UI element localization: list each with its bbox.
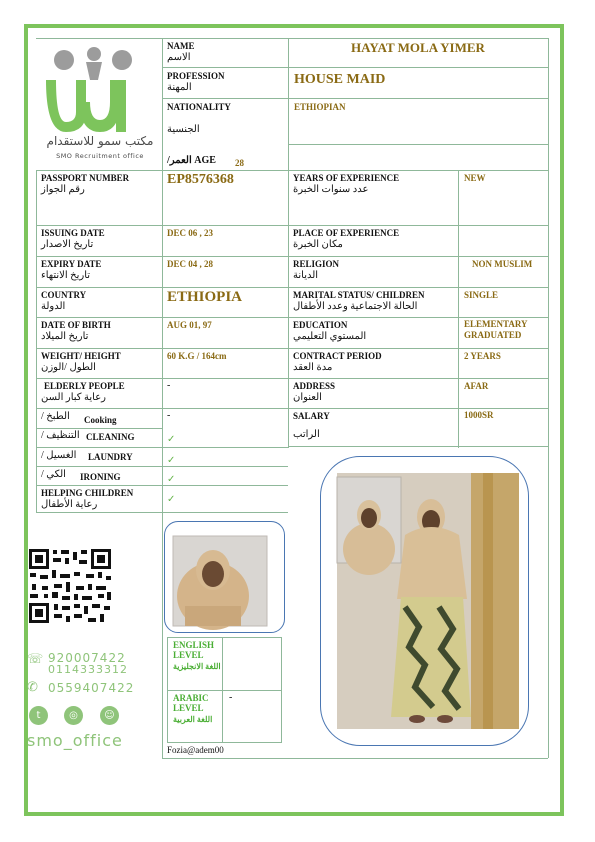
ironing-label-ar: الكي / — [41, 469, 66, 480]
experience-label: YEARS OF EXPERIENCE — [293, 173, 400, 183]
cleaning-check-icon: ✓ — [167, 434, 176, 445]
nationality-value: ETHIOPIAN — [294, 102, 346, 112]
agency-name-ar: مكتب سمو للاستقدام — [46, 134, 154, 148]
expiry-value: DEC 04 , 28 — [167, 259, 214, 269]
country-label-ar: الدولة — [41, 301, 66, 312]
phone-number: 920007422 — [48, 651, 126, 665]
cleaning-label: CLEANING — [86, 432, 135, 442]
arabic-level-value: - — [229, 692, 233, 703]
credit-text: Fozia@adem00 — [167, 745, 224, 755]
laundry-label: LAUNDRY — [88, 452, 133, 462]
address-label: ADDRESS — [293, 381, 336, 391]
profession-label-ar: المهنة — [167, 82, 192, 93]
logo-mark-icon — [36, 40, 162, 140]
profession-label: PROFESSION — [167, 71, 225, 81]
experience-label-ar: عدد سنوات الخبرة — [293, 184, 369, 195]
expiry-label: EXPIRY DATE — [41, 259, 102, 269]
weight-label-ar: الطول /الوزن — [41, 362, 96, 373]
dob-value: AUG 01, 97 — [167, 320, 212, 330]
contract-value: 2 YEARS — [464, 351, 501, 361]
ironing-check-icon: ✓ — [167, 474, 176, 485]
weight-value: 60 K.G / 164cm — [167, 351, 227, 361]
experience-value: NEW — [464, 173, 486, 183]
elderly-value: - — [167, 380, 171, 391]
cooking-value: - — [167, 410, 171, 421]
dob-label: DATE OF BIRTH — [41, 320, 111, 330]
full-body-photo-frame — [320, 456, 529, 746]
address-label-ar: العنوان — [293, 392, 322, 403]
elderly-label-ar: رعاية كبار السن — [41, 392, 106, 403]
portrait-photo-frame — [164, 521, 285, 633]
name-label: NAME — [167, 41, 195, 51]
weight-label: WEIGHT/ HEIGHT — [41, 351, 121, 361]
passport-value: EP8576368 — [167, 172, 234, 187]
marital-label-ar: الحالة الاجتماعية وعدد الأطفال — [293, 301, 418, 312]
cleaning-label-ar: التنظيف / — [41, 430, 80, 441]
agency-logo — [36, 40, 162, 170]
ironing-label: IRONING — [80, 472, 121, 482]
twitter-icon[interactable]: t — [29, 706, 48, 725]
portrait-photo — [165, 522, 285, 633]
contract-label-ar: مدة العقد — [293, 362, 333, 373]
education-label: EDUCATION — [293, 320, 348, 330]
salary-value: 1000SR — [464, 410, 494, 420]
whatsapp-icon: ✆ — [27, 680, 38, 695]
phone-icon: ☏ — [27, 652, 44, 667]
profession-value: HOUSE MAID — [294, 72, 386, 87]
children-label: HELPING CHILDREN — [41, 488, 134, 498]
full-body-photo — [321, 457, 529, 746]
laundry-check-icon: ✓ — [167, 455, 176, 466]
children-label-ar: رعاية الأطفال — [41, 499, 98, 510]
nationality-label-ar: الجنسية — [167, 124, 200, 135]
arabic-level-label: ARABIC LEVEL — [173, 693, 209, 713]
place-exp-label-ar: مكان الخبرة — [293, 239, 343, 250]
contract-label: CONTRACT PERIOD — [293, 351, 382, 361]
english-level-label-ar: اللغة الانجليزية — [173, 662, 221, 671]
education-label-ar: المستوي التعليمي — [293, 331, 367, 342]
education-value: ELEMENTARY GRADUATED — [464, 319, 528, 340]
phone-number: 0114333312 — [48, 663, 128, 676]
english-level-label: ENGLISH LEVEL — [173, 640, 215, 660]
country-value: ETHIOPIA — [167, 289, 243, 305]
candidate-name: HAYAT MOLA YIMER — [351, 40, 485, 55]
passport-label-ar: رقم الجواز — [41, 184, 85, 195]
qr-code — [28, 548, 112, 624]
place-exp-label: PLACE OF EXPERIENCE — [293, 228, 400, 238]
issuing-value: DEC 06 , 23 — [167, 228, 214, 238]
passport-label: PASSPORT NUMBER — [41, 173, 130, 183]
instagram-icon[interactable]: ◎ — [64, 706, 83, 725]
religion-value: NON MUSLIM — [472, 259, 533, 269]
religion-label-ar: الديانة — [293, 270, 319, 281]
laundry-label-ar: الغسيل / — [41, 450, 77, 461]
country-label: COUNTRY — [41, 290, 87, 300]
address-value: AFAR — [464, 381, 489, 391]
issuing-label-ar: تاريخ الاصدار — [41, 239, 94, 250]
age-label: /العمر AGE — [167, 155, 216, 166]
expiry-label-ar: تاريخ الانتهاء — [41, 270, 91, 281]
snapchat-icon[interactable]: ☺ — [100, 706, 119, 725]
cooking-label: Cooking — [84, 415, 117, 425]
religion-label: RELIGION — [293, 259, 340, 269]
name-label-ar: الاسم — [167, 52, 191, 63]
marital-label: MARITAL STATUS/ CHILDREN — [293, 290, 425, 300]
arabic-level-label-ar: اللغة العربية — [173, 715, 213, 724]
salary-label: SALARY — [293, 411, 330, 421]
social-handle: smo_office — [27, 731, 123, 750]
nationality-label: NATIONALITY — [167, 102, 231, 112]
agency-name-en: SMO Recruitment office — [56, 152, 144, 160]
marital-value: SINGLE — [464, 290, 499, 300]
age-value: 28 — [235, 158, 244, 168]
issuing-label: ISSUING DATE — [41, 228, 105, 238]
children-check-icon: ✓ — [167, 494, 176, 505]
cooking-label-ar: الطبخ / — [41, 411, 70, 422]
dob-label-ar: تاريخ الميلاد — [41, 331, 89, 342]
whatsapp-number: 0559407422 — [48, 681, 135, 695]
elderly-label: ELDERLY PEOPLE — [44, 381, 125, 391]
salary-label-ar: الراتب — [293, 429, 320, 440]
